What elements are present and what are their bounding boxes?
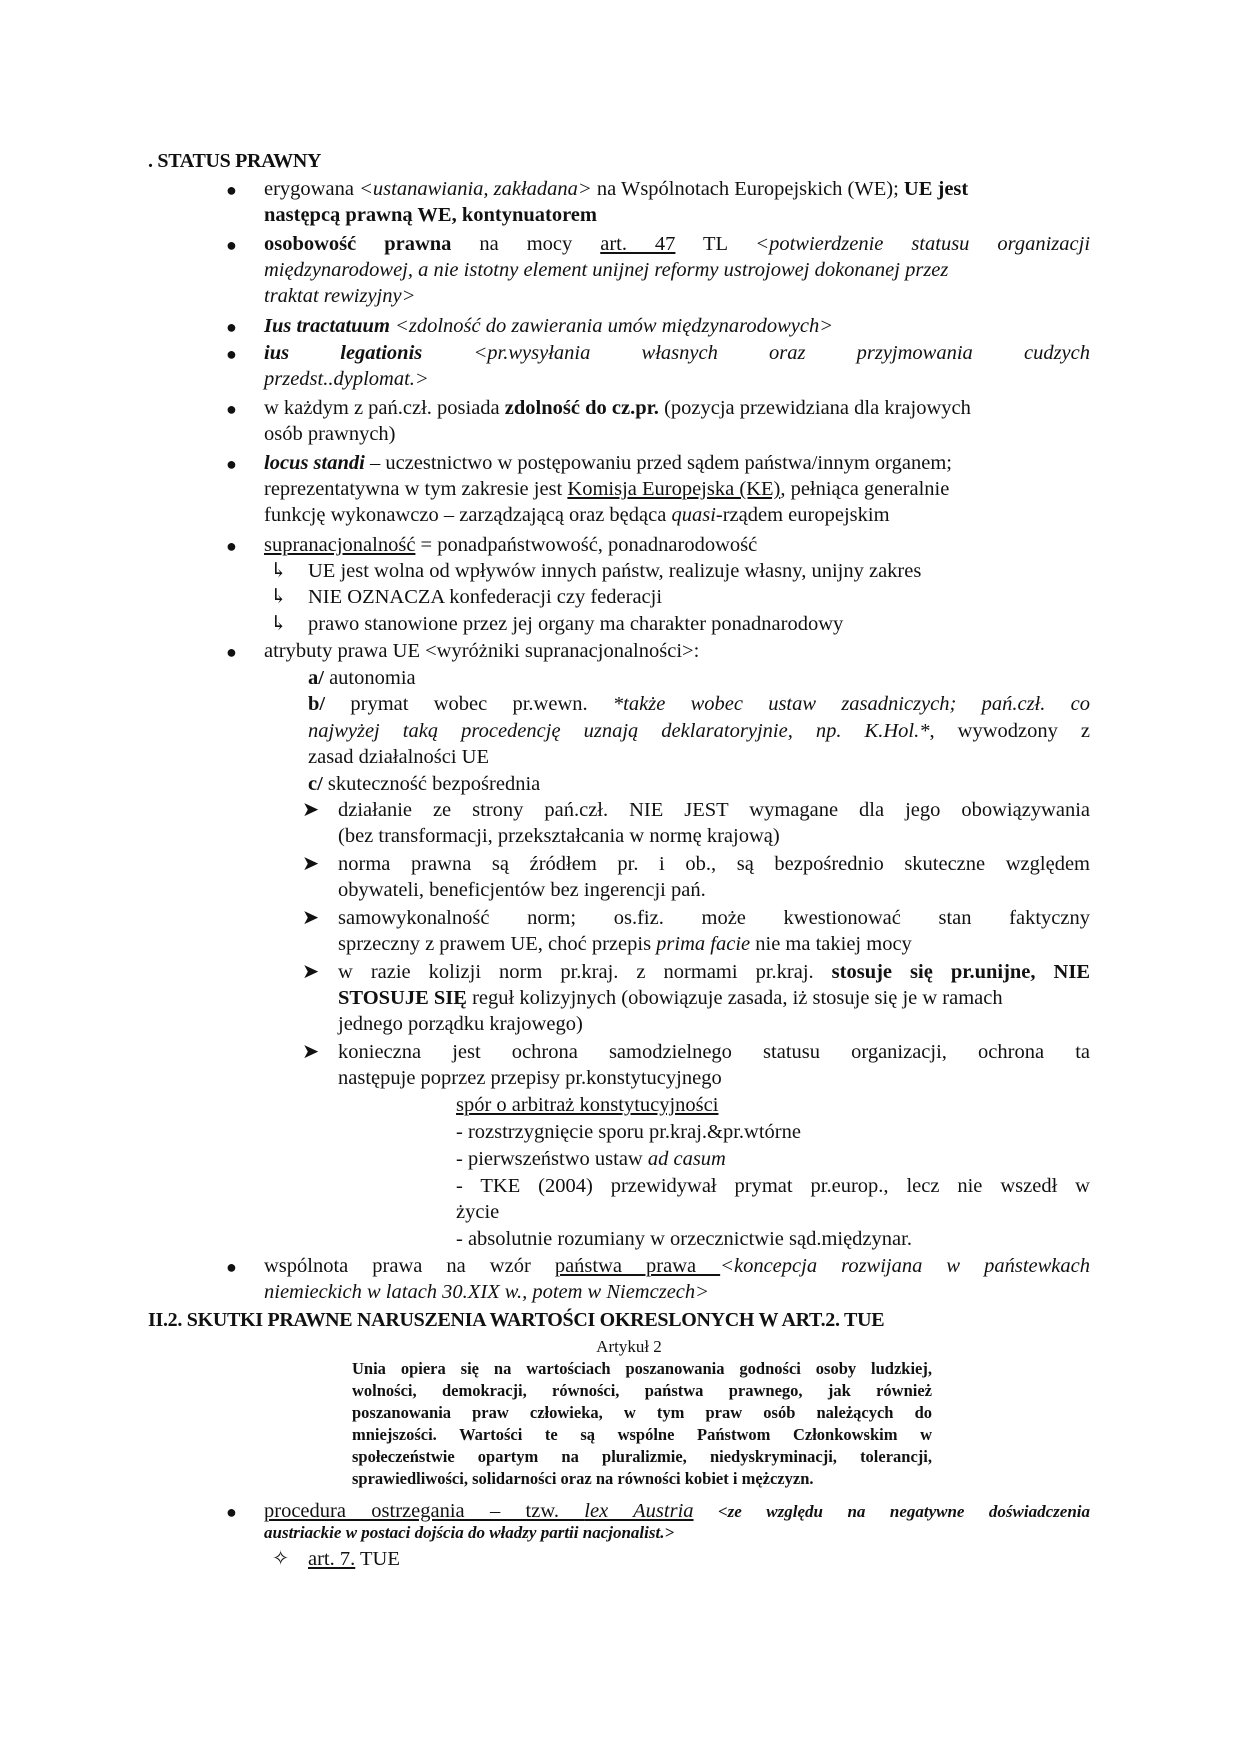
b7-sub3: prawo stanowione przez jej organy ma charakter ponadnarodowy [308,613,844,635]
arrow4-line3: jednego porządku krajowego) [338,1013,583,1035]
b6-line3: funkcję wykonawczo – zarządzającą oraz będąca quasi-rządem europejskim [264,504,890,526]
article-text-line: wolności, demokracji, równości, państwa prawnego, jak również [352,1381,932,1400]
return-arrow-icon: ↳ [270,560,288,582]
bullet-dot: ● [226,642,237,662]
dispute-item: - pierwszeństwo ustaw ad casum [456,1148,726,1170]
b7-sub2: NIE OZNACZA konfederacji czy federacji [308,586,663,608]
dispute-item: - absolutnie rozumiany w orzecznictwie sąd.międzynar. [456,1228,912,1250]
bullet-dot: ● [226,235,237,255]
arrow3-line1: samowykonalność norm; os.fiz. może kwestionować stan faktyczny [338,907,1090,929]
section-heading-status: . STATUS PRAWNY [148,150,322,172]
b5-line1: w każdym z pań.czł. posiada zdolność do cz.pr. (pozycja przewidziana dla krajowych [264,397,971,419]
b2-line3: traktat rewizyjny> [264,285,416,307]
b7-sub1: UE jest wolna od wpływów innych państw, realizuje własny, unijny zakres [308,560,922,582]
bullet-dot: ● [226,1257,237,1277]
b9-line2: niemieckich w latach 30.XIX w., potem w Niemczech> [264,1281,709,1303]
arrow-bullet-icon: ➤ [302,853,320,875]
b4-line1: ius legationis <pr.wysyłania własnych oraz przyjmowania cudzych [264,342,1090,364]
bullet-dot: ● [226,399,237,419]
b1-line1: erygowana <ustanawiania, zakładana> na Wspólnotach Europejskich (WE); UE jest [264,178,969,200]
b2-line2: międzynarodowej, a nie istotny element unijnej reformy ustrojowej dokonanej przez [264,259,949,281]
arrow4-line2: STOSUJE SIĘ reguł kolizyjnych (obowiązuje zasada, iż stosuje się je w ramach [338,987,1003,1009]
bullet-dot: ● [226,1502,237,1522]
b9-line1: wspólnota prawa na wzór państwa prawa <koncepcja rozwijana w państewkach [264,1255,1090,1277]
return-arrow-icon: ↳ [270,586,288,608]
article-text-line: mniejszości. Wartości te są wspólne Państwom Członkowskim w [352,1425,932,1444]
arrow2-line2: obywateli, beneficjentów bez ingerencji pań. [338,879,706,901]
bullet-dot: ● [226,317,237,337]
arrow-bullet-icon: ➤ [302,1041,320,1063]
b8-item-b-line1: b/ prymat wobec pr.wewn. *także wobec ustaw zasadniczych; pań.czł. co [308,693,1090,715]
b8-item-b-line3: zasad działalności UE [308,746,490,768]
article-text-line: poszanowania praw człowieka, w tym praw osób należących do [352,1403,932,1422]
b3-line1: Ius tractatuum <zdolność do zawierania umów międzynarodowych> [264,315,834,337]
section-heading-art2: II.2. SKUTKI PRAWNE NARUSZENIA WARTOŚCI OKRESLONYCH W ART.2. TUE [148,1309,885,1331]
proc-line2: austriackie w postaci dojścia do władzy partii nacjonalist.> [264,1523,675,1542]
proc-line1: procedura ostrzegania – tzw. lex Austria <ze względu na negatywne doświadczenia [264,1500,1090,1522]
b7-line1: supranacjonalność = ponadpaństwowość, ponadnarodowość [264,534,758,556]
b4-line2: przedst..dyplomat.> [264,368,429,390]
b6-line1: locus standi – uczestnictwo w postępowaniu przed sądem państwa/innym organem; [264,452,952,474]
article-text-line: społeczeństwie opartym na pluralizmie, niedyskryminacji, tolerancji, [352,1447,932,1466]
article-title: Artykuł 2 [596,1337,662,1356]
arrow-bullet-icon: ➤ [302,907,320,929]
bullet-dot: ● [226,344,237,364]
dispute-title: spór o arbitraż konstytucyjności [456,1094,719,1116]
arrow1-line2: (bez transformacji, przekształcania w normę krajową) [338,825,780,847]
arrow-bullet-icon: ➤ [302,799,320,821]
arrow2-line1: norma prawna są źródłem pr. i ob., są bezpośrednio skuteczne względem [338,853,1090,875]
bullet-dot: ● [226,180,237,200]
arrow3-line2: sprzeczny z prawem UE, choć przepis prima facie nie ma takiej mocy [338,933,912,955]
return-arrow-icon: ↳ [270,613,288,635]
b1-line2: następcą prawną WE, kontynuatorem [264,204,597,226]
b2-line1: osobowość prawna na mocy art. 47 TL <potwierdzenie statusu organizacji [264,233,1091,255]
b8-item-c: c/ skuteczność bezpośrednia [308,773,541,795]
arrow4-line1: w razie kolizji norm pr.kraj. z normami pr.kraj. stosuje się pr.unijne, NIE [338,961,1091,983]
dispute-item-cont: życie [456,1201,500,1223]
dispute-item: - TKE (2004) przewidywał prymat pr.europ., lecz nie wszedł w [456,1175,1090,1197]
arrow1-line1: działanie ze strony pań.czł. NIE JEST wymagane dla jego obowiązywania [338,799,1090,821]
b5-line2: osób prawnych) [264,423,396,445]
b8-item-a: a/ autonomia [308,667,416,689]
b8-line1: atrybuty prawa UE <wyróżniki supranacjonalności>: [264,640,700,662]
arrow5-line1: konieczna jest ochrona samodzielnego statusu organizacji, ochrona ta [338,1041,1090,1063]
bullet-dot: ● [226,454,237,474]
article-text-line: sprawiedliwości, solidarności oraz na równości kobiet i mężczyzn. [352,1469,814,1488]
article-text-line: Unia opiera się na wartościach poszanowania godności osoby ludzkiej, [352,1359,932,1378]
arrow5-line2: następuje poprzez przepisy pr.konstytucyjnego [338,1067,722,1089]
four-point-star-icon: ✧ [272,1548,290,1570]
b8-item-b-line2: najwyżej taką procedencję uznają deklaratoryjnie, np. K.Hol.*, wywodzony z [308,720,1090,742]
arrow-bullet-icon: ➤ [302,961,320,983]
art7-line: art. 7. TUE [308,1548,400,1570]
dispute-item: - rozstrzygnięcie sporu pr.kraj.&pr.wtórne [456,1121,801,1143]
bullet-dot: ● [226,536,237,556]
b6-line2: reprezentatywna w tym zakresie jest Komisja Europejska (KE), pełniąca generalnie [264,478,950,500]
